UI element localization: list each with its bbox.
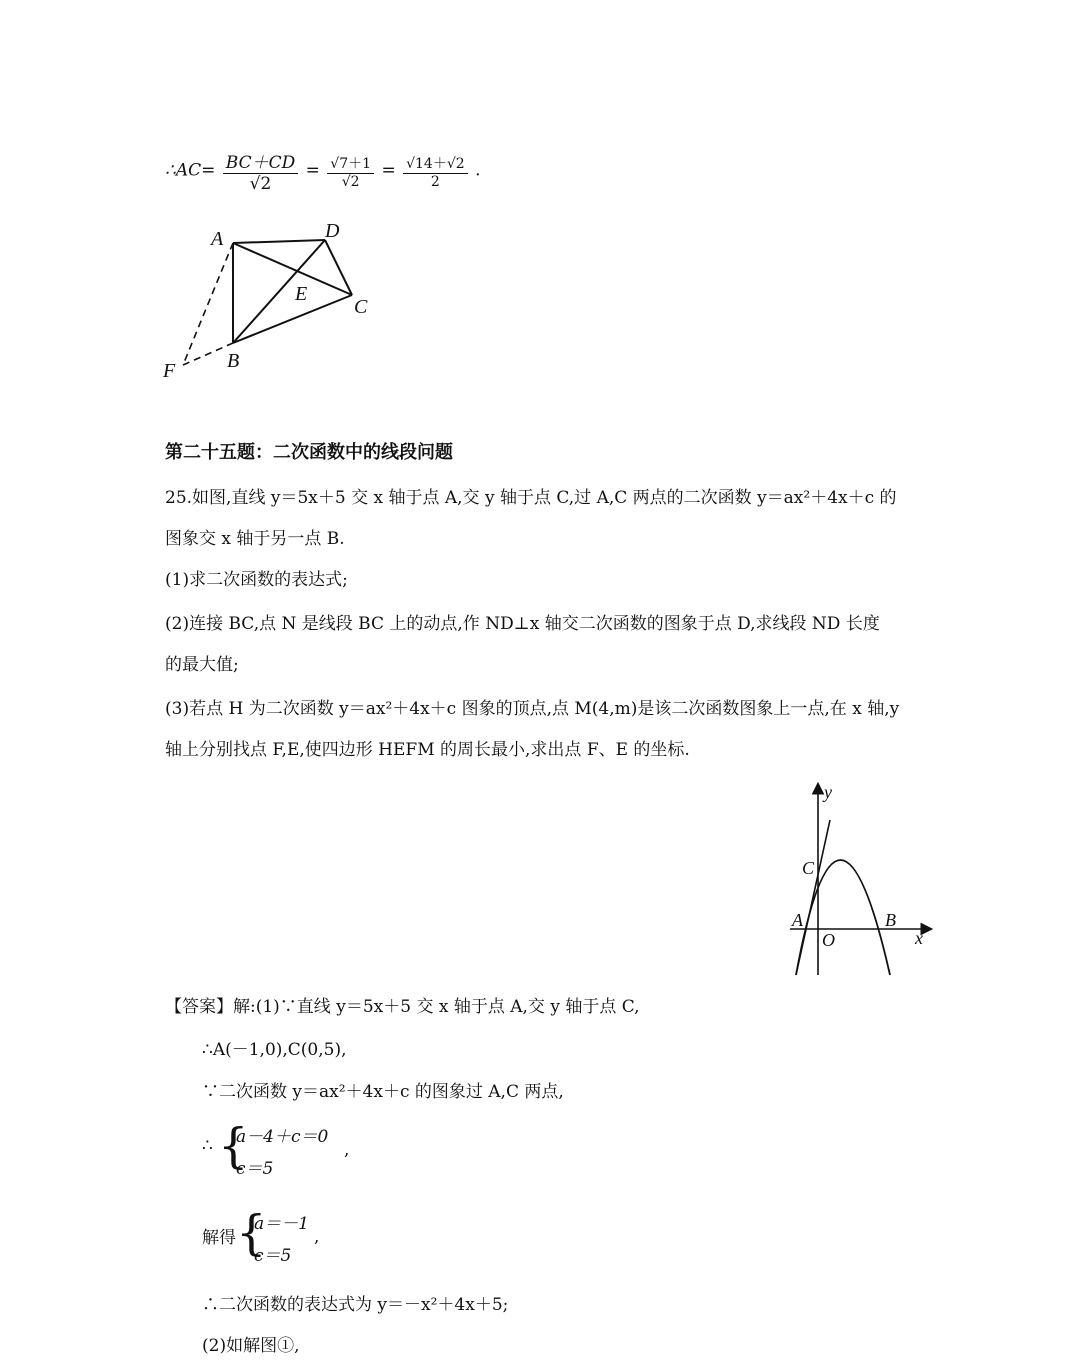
answer-line-1 <box>165 992 640 1017</box>
dashed-AF <box>183 243 233 365</box>
fraction-3 <box>403 153 468 190</box>
system-2-prefix: 解得 <box>202 1228 236 1248</box>
label-F: F <box>163 360 176 382</box>
stem-line-2: 图象交 x 轴于另一点 B. <box>165 529 345 549</box>
system-1-suffix: , <box>344 1140 350 1160</box>
fraction-2-denominator: √2 <box>341 173 360 190</box>
fraction-1 <box>223 148 298 194</box>
answer-text-1: 解:(1)∵直线 y＝5x＋5 交 x 轴于点 A,交 y 轴于点 C, <box>233 997 640 1017</box>
answer-line-3: ∵二次函数 y＝ax²＋4x＋c 的图象过 A,C 两点, <box>202 1082 564 1102</box>
problem-title: 第二十五题：二次函数中的线段问题 <box>165 442 453 463</box>
system-1-row-2: c＝5 <box>236 1159 274 1179</box>
answer-head: 【答案】 <box>165 997 233 1017</box>
question-3-line-2: 轴上分别找点 F,E,使四边形 HEFM 的周长最小,求出点 F、E 的坐标. <box>165 740 690 760</box>
ac-formula <box>165 148 480 194</box>
edge-AD <box>233 240 325 243</box>
fraction-1-numerator: BC＋CD <box>223 148 298 174</box>
label-E: E <box>295 283 308 305</box>
edge-BD <box>233 240 325 343</box>
question-2-line-1: (2)连接 BC,点 N 是线段 BC 上的动点,作 ND⊥x 轴交二次函数的图象于点 D,求线段 ND 长度 <box>165 614 880 634</box>
fraction-3-numerator: √14＋√2 <box>403 153 468 174</box>
system-1-brace: { <box>218 1118 249 1174</box>
label-y: y <box>824 782 832 802</box>
label-B: B <box>227 350 240 372</box>
line-AC <box>796 820 830 975</box>
question-2-line-2: 的最大值; <box>165 655 239 675</box>
parabola-graph <box>780 780 940 980</box>
label-C: C <box>354 296 368 318</box>
fraction-1-denominator: √2 <box>249 174 272 194</box>
label-D: D <box>325 220 340 242</box>
question-3-line-1: (3)若点 H 为二次函数 y＝ax²＋4x＋c 图象的顶点,点 M(4,m)是该二次函数图象上一点,在 x 轴,y <box>165 699 900 719</box>
equals-1: = <box>305 160 320 181</box>
edge-BC <box>233 295 352 343</box>
answer-line-2: ∴A(－1,0),C(0,5), <box>202 1040 347 1060</box>
equation-system-1 <box>202 1118 382 1180</box>
ac-prefix: ∴AC= <box>165 160 216 181</box>
system-2-brace: { <box>236 1205 267 1261</box>
formula-end: . <box>475 160 481 181</box>
system-2-row-1: a＝－1 <box>254 1214 309 1234</box>
question-1: (1)求二次函数的表达式; <box>165 570 348 590</box>
system-1-row-1: a－4＋c＝0 <box>236 1127 329 1147</box>
label-A-graph: A <box>792 910 803 930</box>
system-2-row-2: c＝5 <box>254 1246 292 1266</box>
label-O: O <box>822 930 835 950</box>
answer-line-5: (2)如解图①, <box>202 1336 300 1356</box>
fraction-3-denominator: 2 <box>430 173 440 190</box>
quadrilateral-figure <box>155 215 385 385</box>
system-1-prefix: ∴ <box>202 1136 213 1156</box>
label-A: A <box>211 228 224 250</box>
label-x: x <box>915 928 923 948</box>
label-B-graph: B <box>885 910 896 930</box>
equation-system-2 <box>202 1205 382 1267</box>
answer-line-4: ∴二次函数的表达式为 y＝－x²＋4x＋5; <box>202 1295 509 1315</box>
stem-line-1: 25.如图,直线 y＝5x＋5 交 x 轴于点 A,交 y 轴于点 C,过 A,C 两点的二次函数 y＝ax²＋4x＋c 的 <box>165 488 897 508</box>
edge-AC <box>233 243 352 295</box>
label-C-graph: C <box>802 858 815 878</box>
fraction-2-numerator: √7＋1 <box>327 153 374 174</box>
edge-DC <box>325 240 352 295</box>
equals-2: = <box>381 160 396 181</box>
fraction-2 <box>327 153 374 190</box>
system-2-suffix: , <box>314 1227 320 1247</box>
